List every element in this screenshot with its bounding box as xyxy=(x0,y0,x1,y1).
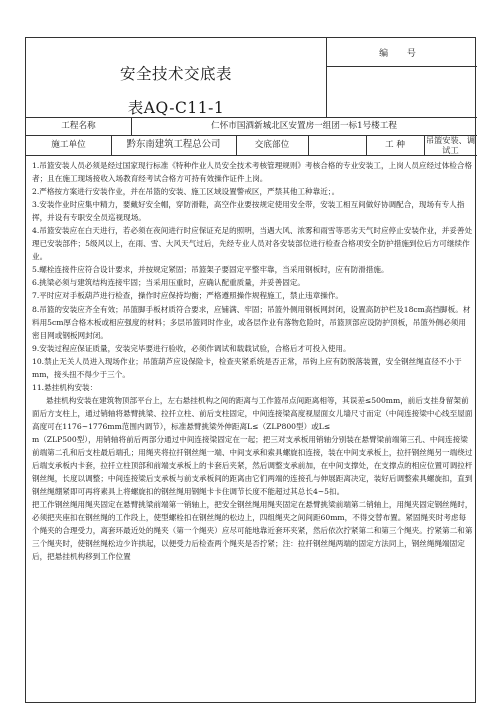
content-paragraph: 9.安装过程应保证质量，安装完毕要进行验收，必须作调试和载载试验，合格后才可投入使用。 xyxy=(32,343,351,353)
content-paragraph: 把工作钢丝绳用绳夹固定在悬臂挑梁前端第一销轴上，把安全钢丝绳用绳夹固定在悬臂挑梁前端第二销轴上，用绳夹固定钢丝绳时，必须把夹座扣在钢丝绳的工作段上，使型螺栓扣在钢丝绳的松边上，四组绳夹之间间距60mm，不得交替布置。紧固绳夹时考虑每个绳夹的合理受力，离套环最近处的绳夹（第一个绳夹）应尽可能地靠近套环夹紧，然后依次拧紧第二和第三个绳夹。拧紧第二和第三个绳夹时，使钢丝绳松边少许拱起，以便受力后检查两个绳夹是否拧紧；注：拉扦钢丝绳两端的固定方法同上，钢丝绳绳端固定后，把悬挂机构移到工作位置 xyxy=(32,500,473,562)
content-paragraph: 2.严格按方案进行安装作业，并在吊篮的安装、施工区域设置警戒区，严禁其他工种靠近；。 xyxy=(32,187,340,197)
content-paragraph: 11.悬挂机构安装： xyxy=(32,382,98,392)
content-paragraph: 4.吊篮安装应在白天进行，若必须在夜间进行时应保证充足的照明，当遇大风、浓雾和雨雪等恶劣天气时应停止安装作业，并妥善处理已安装部件；5级风以上，在雨、雪、大风天气过后，先经专业人员对各安装部位进行检查合格项安全防护措施到位后方可继续作业。 xyxy=(32,226,473,262)
project-name-value: 仁怀市国酒新城北区安置房一组团一标1号楼工程 xyxy=(211,121,397,131)
content-paragraph: 6.挑梁必须与建筑结构连接牢固；当采用压重时，应确认配重质量，并妥善固定。 xyxy=(32,278,306,288)
content-paragraph: 5.螺栓连接件应符合设计要求，并按规定紧固；吊篮架子要固定平整牢靠，当采用钢板时，应有防滑措施。 xyxy=(32,265,389,275)
handover-part-value xyxy=(308,135,366,155)
disclosure-content xyxy=(32,159,473,563)
handover-part-label: 交底部位 xyxy=(254,140,290,150)
content-paragraph: 7.平时应对手板葫芦进行检查，操作时应保持均衡；严格遵照操作规程施工，禁止违章操作。 xyxy=(32,291,343,301)
form-title: 安全技术交底表 xyxy=(119,65,232,83)
trade-label: 工 种 xyxy=(385,140,405,150)
trade-value: 吊篮安装、调试工 xyxy=(425,134,476,155)
form-code: 表AQ-C11-1 xyxy=(127,99,225,117)
content-paragraph: 3.安装作业时应集中精力，要戴好安全帽，穿防滑鞋，高空作业要按规定使用安全带，安装工相互间做好协调配合，现场有专人指挥，并设有专职安全员巡视现场。 xyxy=(32,200,465,223)
project-name-label: 工程名称 xyxy=(61,121,96,131)
content-paragraph: m（ZLP500型），用销轴将前后两部分通过中间连接梁固定在一起；把三对支承板用销轴分别装在悬臂梁前端第三孔、中间连接梁前端第二孔和后支柱最后端孔；用绳夹将拉扦钢丝绳一端、中间支承和索具螺旋扣连接，装在中间支承板上，拉扦钢丝绳另一端绕过后端支承板内卡套，拉扦立柱顶部和前端支承板上的卡套后夹紧，然后调整支承前加，在中间支撑处，在支撑点的相应位置可调拉杆钢丝绳，长度以调整；中间连接梁后支承板与前支承板间的距离由它们两端的连接孔与伸展距离决定，装好后调整索具螺旋扣，直到钢丝绳绷紧即可再将素具上将螺旋扣的钢丝绳用钢绳卡卡住调节长度不能超过其总长4~5扣。 xyxy=(32,434,473,497)
content-paragraph: 悬挂机构安装在建筑物顶部平台上，左右悬挂机构之间的距离与工作篮吊点间距离相等，其误差≤500mm，前后支挂身留架前面后方支柱上，通过销轴将悬臂挑梁、拉扦立柱、前后支柱固定，中间连接梁高度视屋面女儿墙尺寸而定（中间连接梁中心线至屋面高度可在1176~1776mm范围内调节），标准悬臂挑梁外伸距离L≤（ZLP800型）或L≤ xyxy=(32,395,473,431)
safety-disclosure-form xyxy=(25,37,476,703)
content-paragraph: 10.禁止无关人员进入现场作业；吊篮葫芦应设保险卡，检查夹紧系统是否正常，吊钩上应有防脱落装置，安全钢丝绳直径不小于ⅿⅿ，接头扭不得少于三个。 xyxy=(32,356,462,379)
number-label: 编 号 xyxy=(379,48,424,59)
construction-unit-label: 施工单位 xyxy=(51,140,86,150)
content-paragraph: 8.吊篮的安装应齐全有效；吊篮脚手板材质符合要求，应铺满、牢固；吊篮外侧用钢板网封闭，设置高防护栏及18cm高挡脚板。材料用5cm厚合格木板或相应强度的材料；多层吊篮同时作业，或各层作业有落物危险时，吊篮顶部应设防护顶板，吊篮外侧必须用密目网或钢板网封闭。 xyxy=(32,304,471,340)
construction-unit-value: 黔东南建筑工程总公司 xyxy=(126,139,221,150)
content-paragraph: 1.吊篮安装人员必须是经过国家现行标准《特种作业人员安全技术考核管理规则》考核合格的专业安装工，上岗人员应经过体检合格者；且在施工现场接收入场教育经考试合格方可持有效操作证件上岗。 xyxy=(32,161,473,184)
